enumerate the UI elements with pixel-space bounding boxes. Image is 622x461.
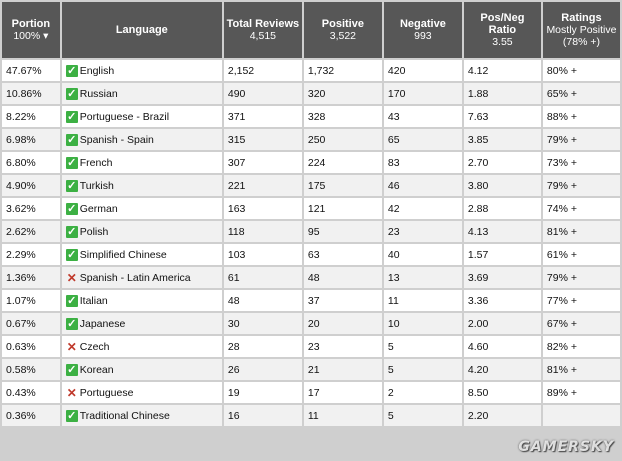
portion-cell: 6.80% [2, 152, 60, 173]
language-cell-content [66, 336, 222, 357]
check-icon: ✓ [67, 202, 77, 215]
check-icon: ✓ [67, 409, 77, 422]
language-cell-content [66, 83, 222, 104]
total-reviews-header[interactable] [224, 2, 302, 58]
table-row [2, 290, 620, 311]
total-cell: 490 [224, 83, 302, 104]
positive-cell: 63 [304, 244, 382, 265]
positive-cell: 11 [304, 405, 382, 426]
watermark-logo: GAMERSKY [518, 439, 614, 455]
language-cell [62, 382, 222, 403]
ratio-cell: 1.57 [464, 244, 541, 265]
negative-cell: 2 [384, 382, 462, 403]
rating-cell: 82% + [543, 336, 620, 357]
ratio-cell: 2.20 [464, 405, 541, 426]
rating-cell: 77% + [543, 290, 620, 311]
language-cell [62, 83, 222, 104]
table-row [2, 336, 620, 357]
total-reviews-header-title: Total Reviews [226, 18, 300, 30]
language-cell-content [66, 129, 222, 150]
rating-cell: 81% + [543, 359, 620, 380]
cross-icon: ✕ [66, 385, 77, 400]
positive-cell: 250 [304, 129, 382, 150]
total-cell: 16 [224, 405, 302, 426]
ratio-header-sub: 3.55 [492, 36, 513, 48]
rating-cell: 79% + [543, 129, 620, 150]
language-header[interactable] [62, 2, 222, 58]
language-name: German [79, 202, 118, 215]
table-row [2, 83, 620, 104]
language-name: Portuguese [79, 386, 134, 399]
table-row [2, 60, 620, 81]
table-row [2, 106, 620, 127]
header-row [2, 2, 620, 58]
language-cell [62, 313, 222, 334]
portion-header-title: Portion [11, 18, 51, 30]
language-cell-content [66, 152, 222, 173]
table-row [2, 175, 620, 196]
language-name: Turkish [79, 179, 114, 192]
portion-cell: 1.36% [2, 267, 60, 288]
positive-cell: 328 [304, 106, 382, 127]
positive-cell: 95 [304, 221, 382, 242]
rating-cell: 73% + [543, 152, 620, 173]
table-row [2, 221, 620, 242]
portion-cell: 1.07% [2, 290, 60, 311]
table-row [2, 129, 620, 150]
ratio-cell: 3.36 [464, 290, 541, 311]
table-row [2, 198, 620, 219]
total-cell: 315 [224, 129, 302, 150]
portion-cell: 47.67% [2, 60, 60, 81]
total-cell: 221 [224, 175, 302, 196]
total-cell: 371 [224, 106, 302, 127]
language-name: Korean [79, 363, 114, 376]
language-cell [62, 244, 222, 265]
total-cell: 28 [224, 336, 302, 357]
language-cell [62, 129, 222, 150]
positive-cell: 37 [304, 290, 382, 311]
check-icon: ✓ [67, 317, 77, 330]
check-icon: ✓ [67, 363, 77, 376]
positive-cell: 20 [304, 313, 382, 334]
table-row [2, 152, 620, 173]
total-cell: 26 [224, 359, 302, 380]
positive-cell: 1,732 [304, 60, 382, 81]
language-cell-content [66, 290, 222, 311]
rating-cell: 67% + [543, 313, 620, 334]
portion-header[interactable] [2, 2, 60, 58]
portion-cell: 0.63% [2, 336, 60, 357]
table-row [2, 244, 620, 265]
portion-cell: 0.43% [2, 382, 60, 403]
negative-cell: 43 [384, 106, 462, 127]
rating-cell: 81% + [543, 221, 620, 242]
negative-cell: 13 [384, 267, 462, 288]
ratio-cell: 4.13 [464, 221, 541, 242]
positive-cell: 23 [304, 336, 382, 357]
rating-cell: 74% + [543, 198, 620, 219]
positive-cell: 121 [304, 198, 382, 219]
language-cell [62, 152, 222, 173]
language-header-title: Language [115, 24, 168, 36]
total-cell: 103 [224, 244, 302, 265]
language-cell-content [66, 313, 222, 334]
cross-icon: ✕ [66, 270, 77, 285]
positive-header[interactable] [304, 2, 382, 58]
language-cell [62, 175, 222, 196]
table-row [2, 359, 620, 380]
ratings-header-sub: Mostly Positive (78% +) [546, 24, 617, 48]
language-name: Czech [79, 340, 110, 353]
check-icon: ✓ [67, 156, 77, 169]
negative-cell: 420 [384, 60, 462, 81]
check-icon: ✓ [67, 87, 77, 100]
check-icon: ✓ [67, 133, 77, 146]
check-icon: ✓ [67, 110, 77, 123]
negative-cell: 11 [384, 290, 462, 311]
positive-cell: 175 [304, 175, 382, 196]
total-cell: 307 [224, 152, 302, 173]
negative-cell: 65 [384, 129, 462, 150]
rating-cell: 79% + [543, 175, 620, 196]
language-cell [62, 359, 222, 380]
positive-cell: 48 [304, 267, 382, 288]
rating-cell: 61% + [543, 244, 620, 265]
positive-cell: 17 [304, 382, 382, 403]
ratings-header-title: Ratings [561, 12, 602, 24]
ratio-cell: 4.20 [464, 359, 541, 380]
portion-cell: 0.67% [2, 313, 60, 334]
positive-header-title: Positive [321, 18, 364, 30]
language-cell-content [66, 175, 222, 196]
table-row [2, 405, 620, 426]
portion-cell: 4.90% [2, 175, 60, 196]
language-name: French [79, 156, 113, 169]
ratio-cell: 2.70 [464, 152, 541, 173]
positive-header-sub: 3,522 [329, 30, 357, 42]
negative-cell: 5 [384, 359, 462, 380]
language-name: Traditional Chinese [79, 409, 170, 422]
rating-cell: 89% + [543, 382, 620, 403]
total-cell: 118 [224, 221, 302, 242]
language-cell [62, 221, 222, 242]
negative-header-title: Negative [399, 18, 446, 30]
table-row [2, 267, 620, 288]
language-cell [62, 60, 222, 81]
table-row [2, 313, 620, 334]
language-cell [62, 267, 222, 288]
total-reviews-header-sub: 4,515 [249, 30, 276, 42]
negative-cell: 46 [384, 175, 462, 196]
portion-cell: 0.36% [2, 405, 60, 426]
ratio-cell: 3.80 [464, 175, 541, 196]
language-name: Russian [79, 87, 118, 100]
ratio-header-title: Pos/Neg Ratio [480, 12, 525, 36]
negative-cell: 10 [384, 313, 462, 334]
rating-cell: 79% + [543, 267, 620, 288]
table-row [2, 382, 620, 403]
language-cell-content [66, 106, 222, 127]
negative-cell: 40 [384, 244, 462, 265]
check-icon: ✓ [67, 179, 77, 192]
cross-icon: ✕ [66, 339, 77, 354]
language-cell-content [66, 244, 222, 265]
table-body [2, 60, 620, 426]
total-cell: 61 [224, 267, 302, 288]
positive-cell: 224 [304, 152, 382, 173]
negative-cell: 5 [384, 336, 462, 357]
language-cell-content [66, 382, 222, 403]
ratio-cell: 1.88 [464, 83, 541, 104]
total-cell: 48 [224, 290, 302, 311]
language-cell [62, 198, 222, 219]
ratio-header[interactable] [464, 2, 541, 58]
language-cell-content [66, 267, 222, 288]
language-name: Portuguese - Brazil [79, 110, 170, 123]
negative-cell: 83 [384, 152, 462, 173]
ratio-cell: 2.00 [464, 313, 541, 334]
negative-cell: 23 [384, 221, 462, 242]
check-icon: ✓ [67, 225, 77, 238]
portion-cell: 10.86% [2, 83, 60, 104]
rating-cell: 65% + [543, 83, 620, 104]
language-cell-content [66, 198, 222, 219]
language-name: Italian [79, 294, 108, 307]
language-name: Japanese [79, 317, 126, 330]
ratio-cell: 3.85 [464, 129, 541, 150]
rating-cell: 88% + [543, 106, 620, 127]
language-cell-content [66, 405, 222, 426]
check-icon: ✓ [67, 294, 77, 307]
positive-cell: 21 [304, 359, 382, 380]
language-name: Spanish - Latin America [79, 271, 191, 284]
ratio-cell: 2.88 [464, 198, 541, 219]
check-icon: ✓ [67, 64, 77, 77]
portion-cell: 0.58% [2, 359, 60, 380]
language-cell [62, 106, 222, 127]
ratings-header[interactable] [543, 2, 620, 58]
positive-cell: 320 [304, 83, 382, 104]
ratio-cell: 4.12 [464, 60, 541, 81]
language-cell [62, 336, 222, 357]
portion-cell: 2.62% [2, 221, 60, 242]
total-cell: 19 [224, 382, 302, 403]
rating-cell: 80% + [543, 60, 620, 81]
ratio-cell: 7.63 [464, 106, 541, 127]
language-cell-content [66, 359, 222, 380]
ratio-cell: 4.60 [464, 336, 541, 357]
portion-cell: 2.29% [2, 244, 60, 265]
rating-cell [543, 405, 620, 426]
negative-cell: 5 [384, 405, 462, 426]
negative-header[interactable] [384, 2, 462, 58]
negative-header-sub: 993 [414, 30, 432, 42]
portion-cell: 6.98% [2, 129, 60, 150]
language-name: Simplified Chinese [79, 248, 167, 261]
total-cell: 2,152 [224, 60, 302, 81]
negative-cell: 170 [384, 83, 462, 104]
ratio-cell: 3.69 [464, 267, 541, 288]
total-cell: 30 [224, 313, 302, 334]
language-name: English [79, 64, 115, 77]
negative-cell: 42 [384, 198, 462, 219]
language-cell-content [66, 221, 222, 242]
ratio-cell: 8.50 [464, 382, 541, 403]
portion-cell: 3.62% [2, 198, 60, 219]
language-name: Polish [79, 225, 109, 238]
language-name: Spanish - Spain [79, 133, 154, 146]
language-cell-content [66, 60, 222, 81]
total-cell: 163 [224, 198, 302, 219]
language-cell [62, 290, 222, 311]
language-cell [62, 405, 222, 426]
portion-header-sub: 100% ▾ [13, 30, 49, 42]
check-icon: ✓ [67, 248, 77, 261]
portion-cell: 8.22% [2, 106, 60, 127]
